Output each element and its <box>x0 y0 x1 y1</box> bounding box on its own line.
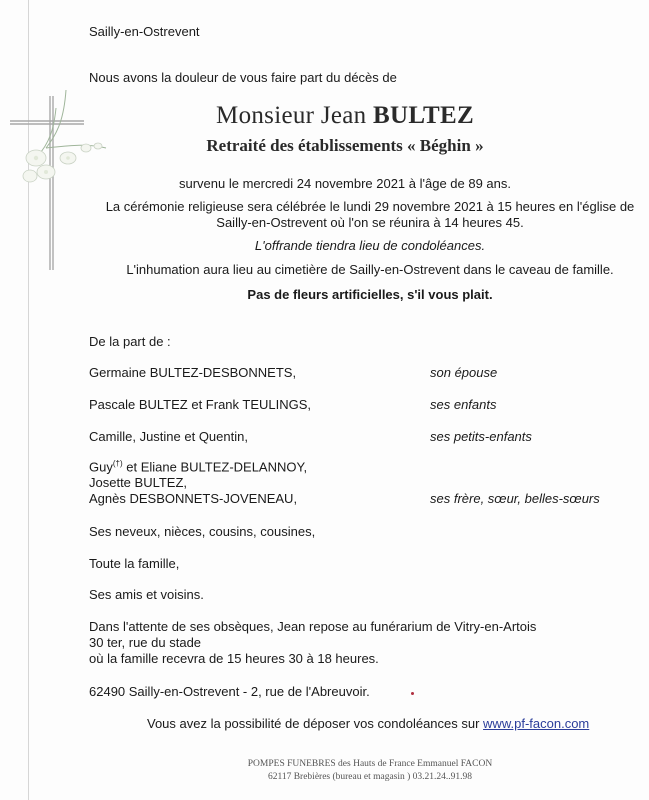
siblings-line-3: Agnès DESBONNETS-JOVENEAU, <box>89 491 298 506</box>
children-names: Pascale BULTEZ et Frank TEULINGS, <box>89 397 312 412</box>
town-header: Sailly-en-Ostrevent <box>89 24 200 39</box>
siblings-line-2: Josette BULTEZ, <box>89 475 188 490</box>
offering-text: L'offrande tiendra lieu de condoléances. <box>254 238 486 253</box>
sibling-eliane: et Eliane BULTEZ-DELANNOY, <box>122 459 308 475</box>
sibling-guy: Guy <box>89 459 113 475</box>
ink-speck <box>411 692 414 695</box>
grandchildren-relation: ses petits-enfants <box>430 429 532 444</box>
deceased-name <box>90 102 600 130</box>
footer-line-1: POMPES FUNEBRES des Hauts de France Emmanuel FACON <box>247 759 493 769</box>
siblings-relation: ses frère, sœur, belles-sœurs <box>430 491 600 506</box>
flowers-notice: Pas de fleurs artificielles, s'il vous plait. <box>247 287 493 302</box>
friends-line: Ses amis et voisins. <box>89 587 204 602</box>
funerarium-line-1: Dans l'attente de ses obsèques, Jean repose au funérarium de Vitry-en-Artois <box>89 619 537 634</box>
grandchildren-names: Camille, Justine et Quentin, <box>89 429 248 444</box>
spouse-relation: son épouse <box>430 365 498 380</box>
footer-line-2: 62117 Brebières (bureau et magasin ) 03.21.24..91.98 <box>267 772 473 782</box>
deceased-first-name: Monsieur Jean <box>216 102 373 129</box>
condolences-link[interactable]: www.pf-facon.com <box>483 716 590 731</box>
spouse-name: Germaine BULTEZ-DESBONNETS, <box>89 365 297 380</box>
funerarium-line-3: où la famille recevra de 15 heures 30 à 18 heures. <box>89 651 379 666</box>
burial-text: L'inhumation aura lieu au cimetière de Sailly-en-Ostrevent dans le caveau de famille. <box>126 262 614 277</box>
deceased-subtitle: Retraité des établissements « Béghin » <box>206 136 484 155</box>
nephews-line: Ses neveux, nièces, cousins, cousines, <box>89 524 316 539</box>
ceremony-line-1: La cérémonie religieuse sera célébrée le lundi 29 novembre 2021 à 15 heures en l'église de <box>105 199 635 214</box>
from-label: De la part de : <box>89 334 171 349</box>
funerarium-line-2: 30 ter, rue du stade <box>89 635 202 650</box>
condolences-line <box>147 716 589 731</box>
deceased-cross-mark: (†) <box>112 459 123 468</box>
home-address: 62490 Sailly-en-Ostrevent - 2, rue de l'Abreuvoir. <box>89 684 370 699</box>
family-line: Toute la famille, <box>89 556 180 571</box>
death-date-text: survenu le mercredi 24 novembre 2021 à l'âge de 89 ans. <box>178 176 512 191</box>
deceased-last-name: BULTEZ <box>373 102 474 129</box>
condolences-text: Vous avez la possibilité de déposer vos condoléances sur <box>147 716 484 731</box>
siblings-line-1 <box>89 459 307 474</box>
intro-text: Nous avons la douleur de vous faire part du décès de <box>89 70 397 85</box>
ceremony-line-2: Sailly-en-Ostrevent où l'on se réunira à 14 heures 45. <box>216 215 524 230</box>
children-relation: ses enfants <box>430 397 497 412</box>
